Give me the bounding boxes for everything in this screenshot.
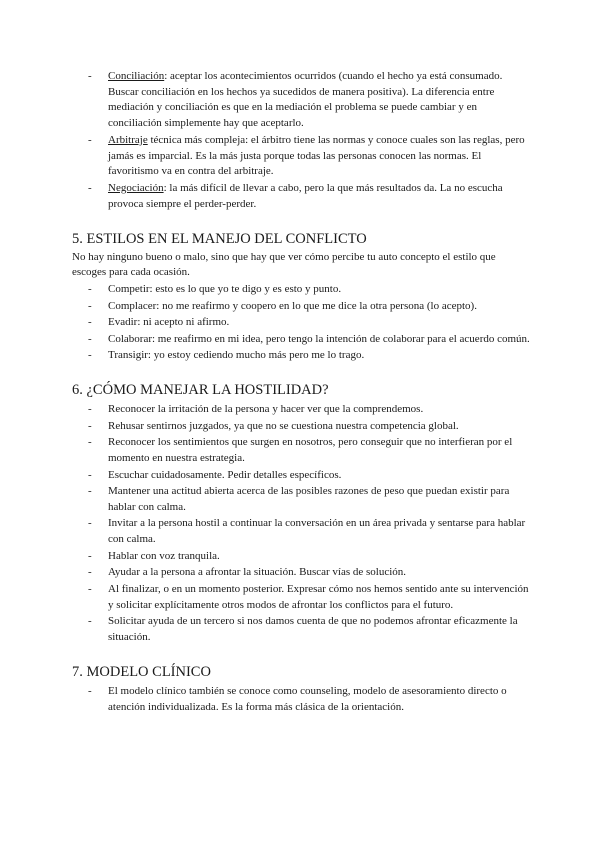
section-heading-6: 6. ¿CÓMO MANEJAR LA HOSTILIDAD? xyxy=(72,382,329,399)
list-item xyxy=(108,68,530,132)
resolution-techniques-list xyxy=(72,68,530,213)
list-item: - Complacer: no me reafirmo y coopero en lo que me dice la otra persona (lo acepto). xyxy=(108,298,530,315)
list-item-text: : aceptar los acontecimientos ocurridos (cuando el hecho ya está consumado. Buscar conciliación en los hechos ya sucedidos de manera positiva). La diferencia entre mediación y conciliación es que en la mediación el problema se puede cambiar y en conciliación simplemente hay que aceptarlo. xyxy=(108,69,503,130)
list-item: - Transigir: yo estoy cediendo mucho más pero me lo trago. xyxy=(108,348,530,365)
list-item-text: técnica más compleja: el árbitro tiene las normas y conoce cuales son las reglas, pero jamás es imparcial. Es la más justa porque todas las personas conocen las normas. El favoritismo va en contra del arbitraje. xyxy=(108,133,525,178)
list-item: - Escuchar cuidadosamente. Pedir detalles específicos. xyxy=(108,467,530,484)
section-5-intro: No hay ninguno bueno o malo, sino que hay que ver cómo percibe tu auto concepto el estilo que escoges para cada ocasión. xyxy=(72,250,496,279)
list-item: - Al finalizar, o en un momento posterior. Expresar cómo nos hemos sentido ante su intervención y solicitar explícitamente otros modos de afrontar los conflictos para el futuro. xyxy=(108,581,530,613)
list-item: - Mantener una actitud abierta acerca de las posibles razones de peso que puedan existir para hablar con calma. xyxy=(108,483,530,515)
list-item: - Hablar con voz tranquila. xyxy=(108,548,530,565)
list-item xyxy=(108,132,530,180)
list-item: - Ayudar a la persona a afrontar la situación. Buscar vías de solución. xyxy=(108,565,530,582)
term-conciliacion: Conciliación xyxy=(108,69,165,82)
document-body xyxy=(72,68,530,715)
section-heading-7: 7. MODELO CLÍNICO xyxy=(72,664,211,681)
section-heading-5: 5. ESTILOS EN EL MANEJO DEL CONFLICTO xyxy=(72,230,367,247)
list-item: - Solicitar ayuda de un tercero si nos damos cuenta de que no podemos afrontar eficazmente la situación. xyxy=(108,614,530,646)
list-item: - Competir: esto es lo que yo te digo y es esto y punto. xyxy=(108,281,530,298)
list-item: - Colaborar: me reafirmo en mi idea, pero tengo la intención de colaborar para el acuerdo común. xyxy=(108,331,530,348)
list-item: - Rehusar sentirnos juzgados, ya que no se cuestiona nuestra competencia global. xyxy=(108,418,530,435)
list-item: - Reconocer la irritación de la persona y hacer ver que la comprendemos. xyxy=(108,401,530,418)
list-item xyxy=(108,180,530,212)
section-6-list xyxy=(72,401,530,646)
section-7-list xyxy=(72,683,530,715)
list-item: - Reconocer los sentimientos que surgen en nosotros, pero conseguir que no interfieran por el momento en nuestra estrategia. xyxy=(108,434,530,466)
list-item: - El modelo clínico también se conoce como counseling, modelo de asesoramiento directo o atención individualizada. Es la forma más clásica de la orientación. xyxy=(108,683,530,715)
term-arbitraje: Arbitraje xyxy=(108,133,148,146)
list-item: - Invitar a la persona hostil a continuar la conversación en un área privada y sentarse para hablar con calma. xyxy=(108,516,530,548)
list-item: - Evadir: ni acepto ni afirmo. xyxy=(108,314,530,331)
section-5-list xyxy=(72,281,530,364)
term-negociacion: Negociación xyxy=(108,181,164,194)
list-item-text: : la más difícil de llevar a cabo, pero la que más resultados da. La no escucha provoca siempre el perder-perder. xyxy=(108,181,503,210)
